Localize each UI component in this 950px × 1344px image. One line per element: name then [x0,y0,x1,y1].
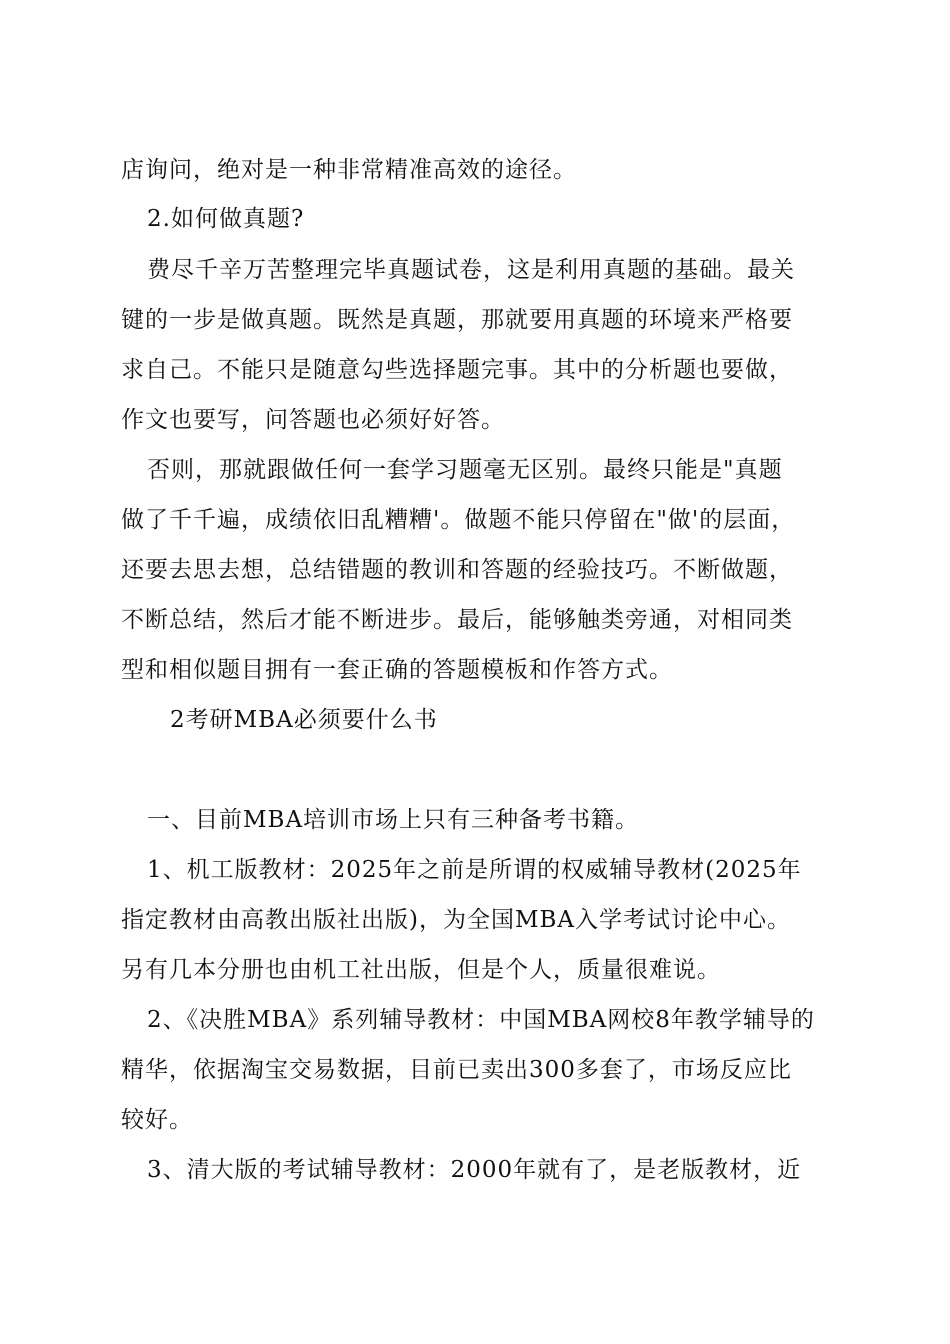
text-line: 3、清大版的考试辅导教材：2000年就有了，是老版教材，近 [147,1157,802,1183]
text-line: 较好。 [121,1107,193,1133]
text-line: 费尽千辛万苦整理完毕真题试卷，这是利用真题的基础。最关 [147,257,795,283]
text-line: 精华，依据淘宝交易数据，目前已卖出300多套了，市场反应比 [121,1057,792,1083]
text-line: 2、《决胜MBA》系列辅导教材：中国MBA网校8年教学辅导的 [147,1007,815,1033]
text-line: 店询问，绝对是一种非常精准高效的途径。 [121,157,577,183]
text-line: 作文也要写，问答题也必须好好答。 [121,407,505,433]
text-line: 一、目前MBA培训市场上只有三种备考书籍。 [147,807,640,833]
text-line: 指定教材由高教出版社出版)，为全国MBA入学考试讨论中心。 [121,907,792,933]
text-line: 键的一步是做真题。既然是真题，那就要用真题的环境来严格要 [121,307,793,333]
section-heading: 2考研MBA必须要什么书 [170,707,438,733]
text-line: 另有几本分册也由机工社出版，但是个人，质量很难说。 [121,957,721,983]
text-line: 型和相似题目拥有一套正确的答题模板和作答方式。 [121,657,673,683]
text-line: 1、机工版教材：2025年之前是所谓的权威辅导教材(2025年 [147,857,802,883]
text-line: 不断总结，然后才能不断进步。最后，能够触类旁通，对相同类 [121,607,793,633]
text-line: 做了千千遍，成绩依旧乱糟糟'。做题不能只停留在"做'的层面， [121,507,796,533]
section-heading: 2.如何做真题? [147,206,305,232]
text-line: 求自己。不能只是随意勾些选择题完事。其中的分析题也要做， [121,357,793,383]
text-line: 否则，那就跟做任何一套学习题毫无区别。最终只能是"真题 [147,457,783,483]
text-line: 还要去思去想，总结错题的教训和答题的经验技巧。不断做题， [121,557,793,583]
